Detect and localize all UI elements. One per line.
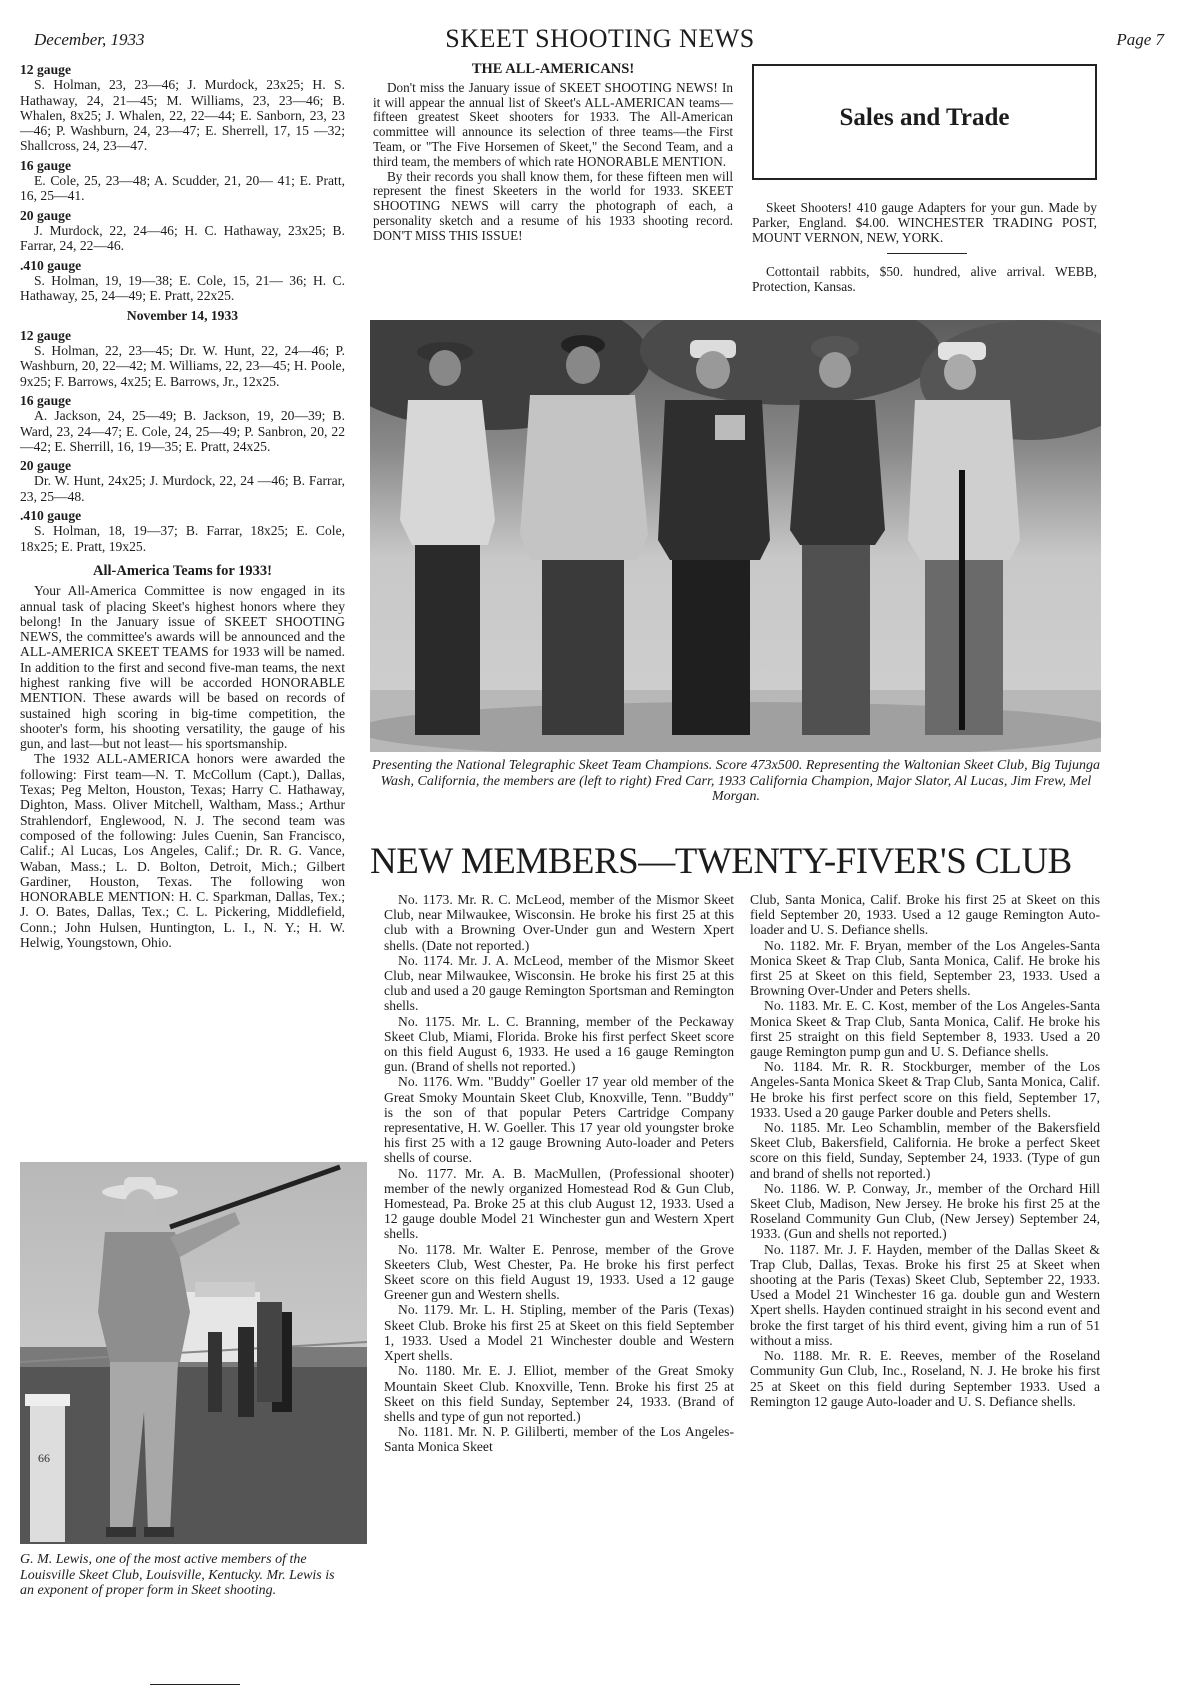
member-entry: No. 1181. Mr. N. P. Gililberti, member of the Los Angeles-Santa Monica Skeet — [384, 1424, 734, 1455]
member-entry: No. 1179. Mr. L. H. Stipling, member of the Paris (Texas) Skeet Club. Broke his first 25 at Skeet on this field September 1, 1933. Used a Model 21 Winchester double and Western Xpert shells. — [384, 1302, 734, 1364]
notice-heading: THE ALL-AMERICANS! — [471, 61, 635, 77]
new-members-column-left — [384, 892, 734, 1455]
score-list: J. Murdock, 22, 24—46; H. C. Hathaway, 23x25; B. Farrar, 24, 22—46. — [20, 222, 345, 254]
member-entry: No. 1188. Mr. R. E. Reeves, member of the Roseland Community Gun Club, Inc., Roseland, N. J. He broke his first 25 at Skeet on this field during September 1933. Used a Remington 12 gauge Auto-loader and U. S. Defiance shells. — [750, 1348, 1100, 1409]
gauge-label: 20 gauge — [20, 458, 71, 474]
date-subhead: November 14, 1933 — [126, 308, 239, 324]
gauge-label: 12 gauge — [20, 327, 71, 343]
score-list: S. Holman, 23, 23—46; J. Murdock, 23x25; H. S. Hathaway, 24, 21—45; M. Williams, 23, 23—46; B. Whalen, 8x25; J. Whalen, 22, 22—44; E. Sanborn, 23, 23—46; P. Washburn, 24, 23—47; E. Sherrell, 17, 15 —32; Shallcross, 24, 23—47. — [20, 77, 345, 154]
sales-and-trade-box — [752, 64, 1097, 180]
page-number: Page 7 — [1116, 30, 1164, 49]
divider-line — [887, 253, 967, 254]
member-entry: No. 1174. Mr. J. A. McLeod, member of the Mismor Skeet Club, near Milwaukee, Wisconsin. He broke his first 25 at this club and used a 20 gauge Remington Sportsman and Remington shells. — [384, 952, 734, 1014]
team-photo-caption: Presenting the National Telegraphic Skeet Team Champions. Score 473x500. Representing the Waltonian Skeet Club, Big Tujunga Wash, California, the members are (left to right) Fred Carr, 1933 California Champion, Major Slator, Al Lucas, Jim Frew, Mel Morgan. — [372, 758, 1100, 804]
issue-date: December, 1933 — [34, 30, 145, 49]
new-members-headline: NEW MEMBERS—TWENTY-FIVER'S CLUB — [370, 841, 1072, 882]
gauge-label: 12 gauge — [20, 62, 71, 77]
notice-paragraph: Don't miss the January issue of SKEET SHOOTING NEWS! In it will appear the annual list of Skeet's ALL-AMERICAN teams—fifteen greatest Skeet shooters for 1933. The All-American committee will announce its selection of three teams—the First Team, or "The Five Horsemen of Skeet," the Second Team, and a third team, the members of which rate HONORABLE MENTION. — [373, 79, 733, 169]
svg-text:66: 66 — [38, 1451, 50, 1465]
divider-line — [150, 1684, 240, 1685]
score-list: Dr. W. Hunt, 24x25; J. Murdock, 22, 24 —46; B. Farrar, 23, 25—48. — [20, 473, 345, 504]
classified-ads — [752, 200, 1097, 294]
all-americans-notice — [373, 62, 733, 244]
member-entry: No. 1184. Mr. R. R. Stockburger, member of the Los Angeles-Santa Monica Skeet & Trap Club, Santa Monica, Calif. He broke his first perfect score on this field, September 17, 1933. Used a 20 gauge Parker double and Peters shells. — [750, 1059, 1100, 1120]
member-entry: No. 1182. Mr. F. Bryan, member of the Los Angeles-Santa Monica Skeet & Trap Club, Santa Monica, Calif. He broke his first 25 at Skeet on this field, September 23, 1933. Used a Browning Over-Under and Peters shells. — [750, 937, 1100, 999]
sales-and-trade-title: Sales and Trade — [839, 104, 1010, 131]
score-list: S. Holman, 18, 19—37; B. Farrar, 18x25; E. Cole, 18x25; E. Pratt, 19x25. — [20, 523, 345, 554]
member-entry: No. 1173. Mr. R. C. McLeod, member of the Mismor Skeet Club, near Milwaukee, Wisconsin. He broke his first 25 at this club with a Browning Over-Under gun and Western Xpert shells. (Date not reported.) — [384, 892, 734, 953]
gauge-label: 20 gauge — [20, 207, 71, 223]
article-paragraph: The 1932 ALL-AMERICA honors were awarded the following: First team—N. T. McCollum (Capt.), Dallas, Texas; Peg Melton, Houston, Texas; Harry C. Hathaway, Dighton, Mass. Oliver Mitchell, Waltham, Mass.; Arthur Strahlendorf, Englewood, N. J. The second team was composed of the following: Jules Cuenin, San Francisco, Calif.; Al Lucas, Los Angeles, Calif.; Dr. R. G. Vance, Waban, Mass.; L. D. Bolton, Detroit, Mich.; Gilbert Gardiner, Houston, Texas. The following won HONORABLE MENTION: H. C. Sparkman, Dallas, Tex.; J. O. Bates, Dallas, Tex.; C. L. Pickering, Middlefield, Conn.; John Hulsen, Huntington, L. I., N. Y.; H. W. Helwig, Youngstown, Ohio. — [20, 751, 345, 951]
section-heading: All-America Teams for 1933! — [93, 562, 272, 579]
scores-column — [20, 62, 345, 950]
member-entry: No. 1180. Mr. E. J. Elliot, member of the Great Smoky Mountain Skeet Club. Knoxville, Tenn. Broke his first 25 at Skeet on this field Sunday, September 24, 1933. (Brand of shells and type of gun not reported.) — [384, 1363, 734, 1424]
article-paragraph: Your All-America Committee is now engaged in its annual task of placing Skeet's highest honors where they belong! In the January issue of SKEET SHOOTING NEWS, the committee's awards will be announced and the ALL-AMERICA SKEET TEAMS for 1933 will be named. In addition to the first and second five-man teams, the next highest ranking five will be accorded HONORABLE MENTION. These awards will be based on records of sustained high scoring in big-time competition, the shooter's form, his shooting versatility, the gauge of his gun, and last—but not least— his sportsmanship. — [20, 583, 345, 752]
team-champions-photo — [370, 320, 1101, 752]
gauge-label: .410 gauge — [20, 257, 82, 273]
new-members-column-right — [750, 892, 1100, 1409]
gauge-label: 16 gauge — [20, 157, 71, 173]
member-entry: No. 1178. Mr. Walter E. Penrose, member of the Grove Skeeters Club, West Chester, Pa. He broke his first perfect Skeet score on this field August 19, 1933. Used a 12 gauge Greener gun and Western shells. — [384, 1241, 734, 1303]
score-list: E. Cole, 25, 23—48; A. Scudder, 21, 20— 41; E. Pratt, 16, 25—41. — [20, 173, 345, 204]
score-list: S. Holman, 19, 19—38; E. Cole, 15, 21— 36; H. C. Hathaway, 25, 24—49; E. Pratt, 22x25. — [20, 272, 345, 304]
gauge-label: .410 gauge — [20, 508, 82, 524]
lewis-photo — [20, 1162, 367, 1544]
member-entry: No. 1185. Mr. Leo Schamblin, member of the Bakersfield Skeet Club, Bakersfield, California. He broke a perfect Skeet score on this field, Sunday, September 24, 1933. (Type of gun and brand of shells not reported.) — [750, 1120, 1100, 1181]
score-list: A. Jackson, 24, 25—49; B. Jackson, 19, 20—39; B. Ward, 23, 24—47; E. Cole, 24, 25—49; P. Sanbron, 20, 22—42; E. Sherrill, 16, 19—35; E. Pratt, 24x25. — [20, 408, 345, 454]
publication-title: SKEET SHOOTING NEWS — [445, 24, 755, 53]
lewis-photo-caption: G. M. Lewis, one of the most active members of the Louisville Skeet Club, Louisville, Kentucky. Mr. Lewis is an exponent of proper form in Skeet shooting. — [20, 1552, 335, 1598]
member-entry: No. 1187. Mr. J. F. Hayden, member of the Dallas Skeet & Trap Club, Dallas, Texas. Broke his first 25 at Skeet when shooting at the Paris (Texas) Skeet Club, September 22, 1933. Used a Model 21 Winchester 16 ga. double gun and Western Xpert shells. Hayden continued straight in his second event and broke the first target of his third event, giving him a run of 51 without a miss. — [750, 1241, 1100, 1348]
score-list: S. Holman, 22, 23—45; Dr. W. Hunt, 22, 24—46; P. Washburn, 20, 22—42; M. Williams, 22, 23—45; H. Poole, 9x25; F. Barrows, 4x25; E. Barrows, Jr., 12x25. — [20, 343, 345, 389]
gauge-label: 16 gauge — [20, 392, 71, 408]
page-header — [0, 18, 1200, 58]
member-entry: No. 1176. Wm. "Buddy" Goeller 17 year old member of the Great Smoky Mountain Skeet Club, Knoxville, Tenn. "Buddy" is the son of that popular Peters Cartridge Company representative, H. W. Goeller. This 17 year old youngster broke his first 25 with a 12 gauge Browning Auto-loader and Peters shells of course. — [384, 1074, 734, 1166]
notice-paragraph: By their records you shall know them, for these fifteen men will represent the finest Skeeters in the world for 1933. SKEET SHOOTING NEWS will carry the photograph of each, a personality sketch and a resume of his 1933 shooting record. DON'T MISS THIS ISSUE! — [373, 168, 733, 243]
classified-ad: Cottontail rabbits, $50. hundred, alive arrival. WEBB, Protection, Kansas. — [752, 264, 1097, 294]
classified-ad: Skeet Shooters! 410 gauge Adapters for your gun. Made by Parker, England. $4.00. WINCHESTER TRADING POST, MOUNT VERNON, NEW, YORK. — [752, 200, 1097, 245]
member-entry: No. 1186. W. P. Conway, Jr., member of the Orchard Hill Skeet Club, Madison, New Jersey. He broke his first 25 at the Roseland Community Gun Club, (New Jersey) September 24, 1933. (Gun and shells not reported.) — [750, 1180, 1100, 1242]
member-entry: No. 1175. Mr. L. C. Branning, member of the Peckaway Skeet Club, Miami, Florida. Broke his first perfect Skeet score on this field August 6, 1933. He used a 16 gauge Remington gun. (Brand of shells not reported.) — [384, 1013, 734, 1075]
member-entry: No. 1183. Mr. E. C. Kost, member of the Los Angeles-Santa Monica Skeet & Trap Club, Santa Monica, Calif. He broke his first 25 straight on this field September 8, 1933. Used a 20 gauge Remington pump gun and U. S. Defiance shells. — [750, 998, 1100, 1060]
member-entry: No. 1177. Mr. A. B. MacMullen, (Professional shooter) member of the newly organized Homestead Rod & Gun Club, Homestead, Pa. Broke 25 at this club August 12, 1933. Used a 12 gauge double Model 21 Winchester gun and Western Xpert shells. — [384, 1165, 734, 1242]
member-entry: Club, Santa Monica, Calif. Broke his first 25 at Skeet on this field September 20, 1933. Used a 12 gauge Remington Auto-loader and U. S. Defiance shells. — [750, 892, 1100, 938]
